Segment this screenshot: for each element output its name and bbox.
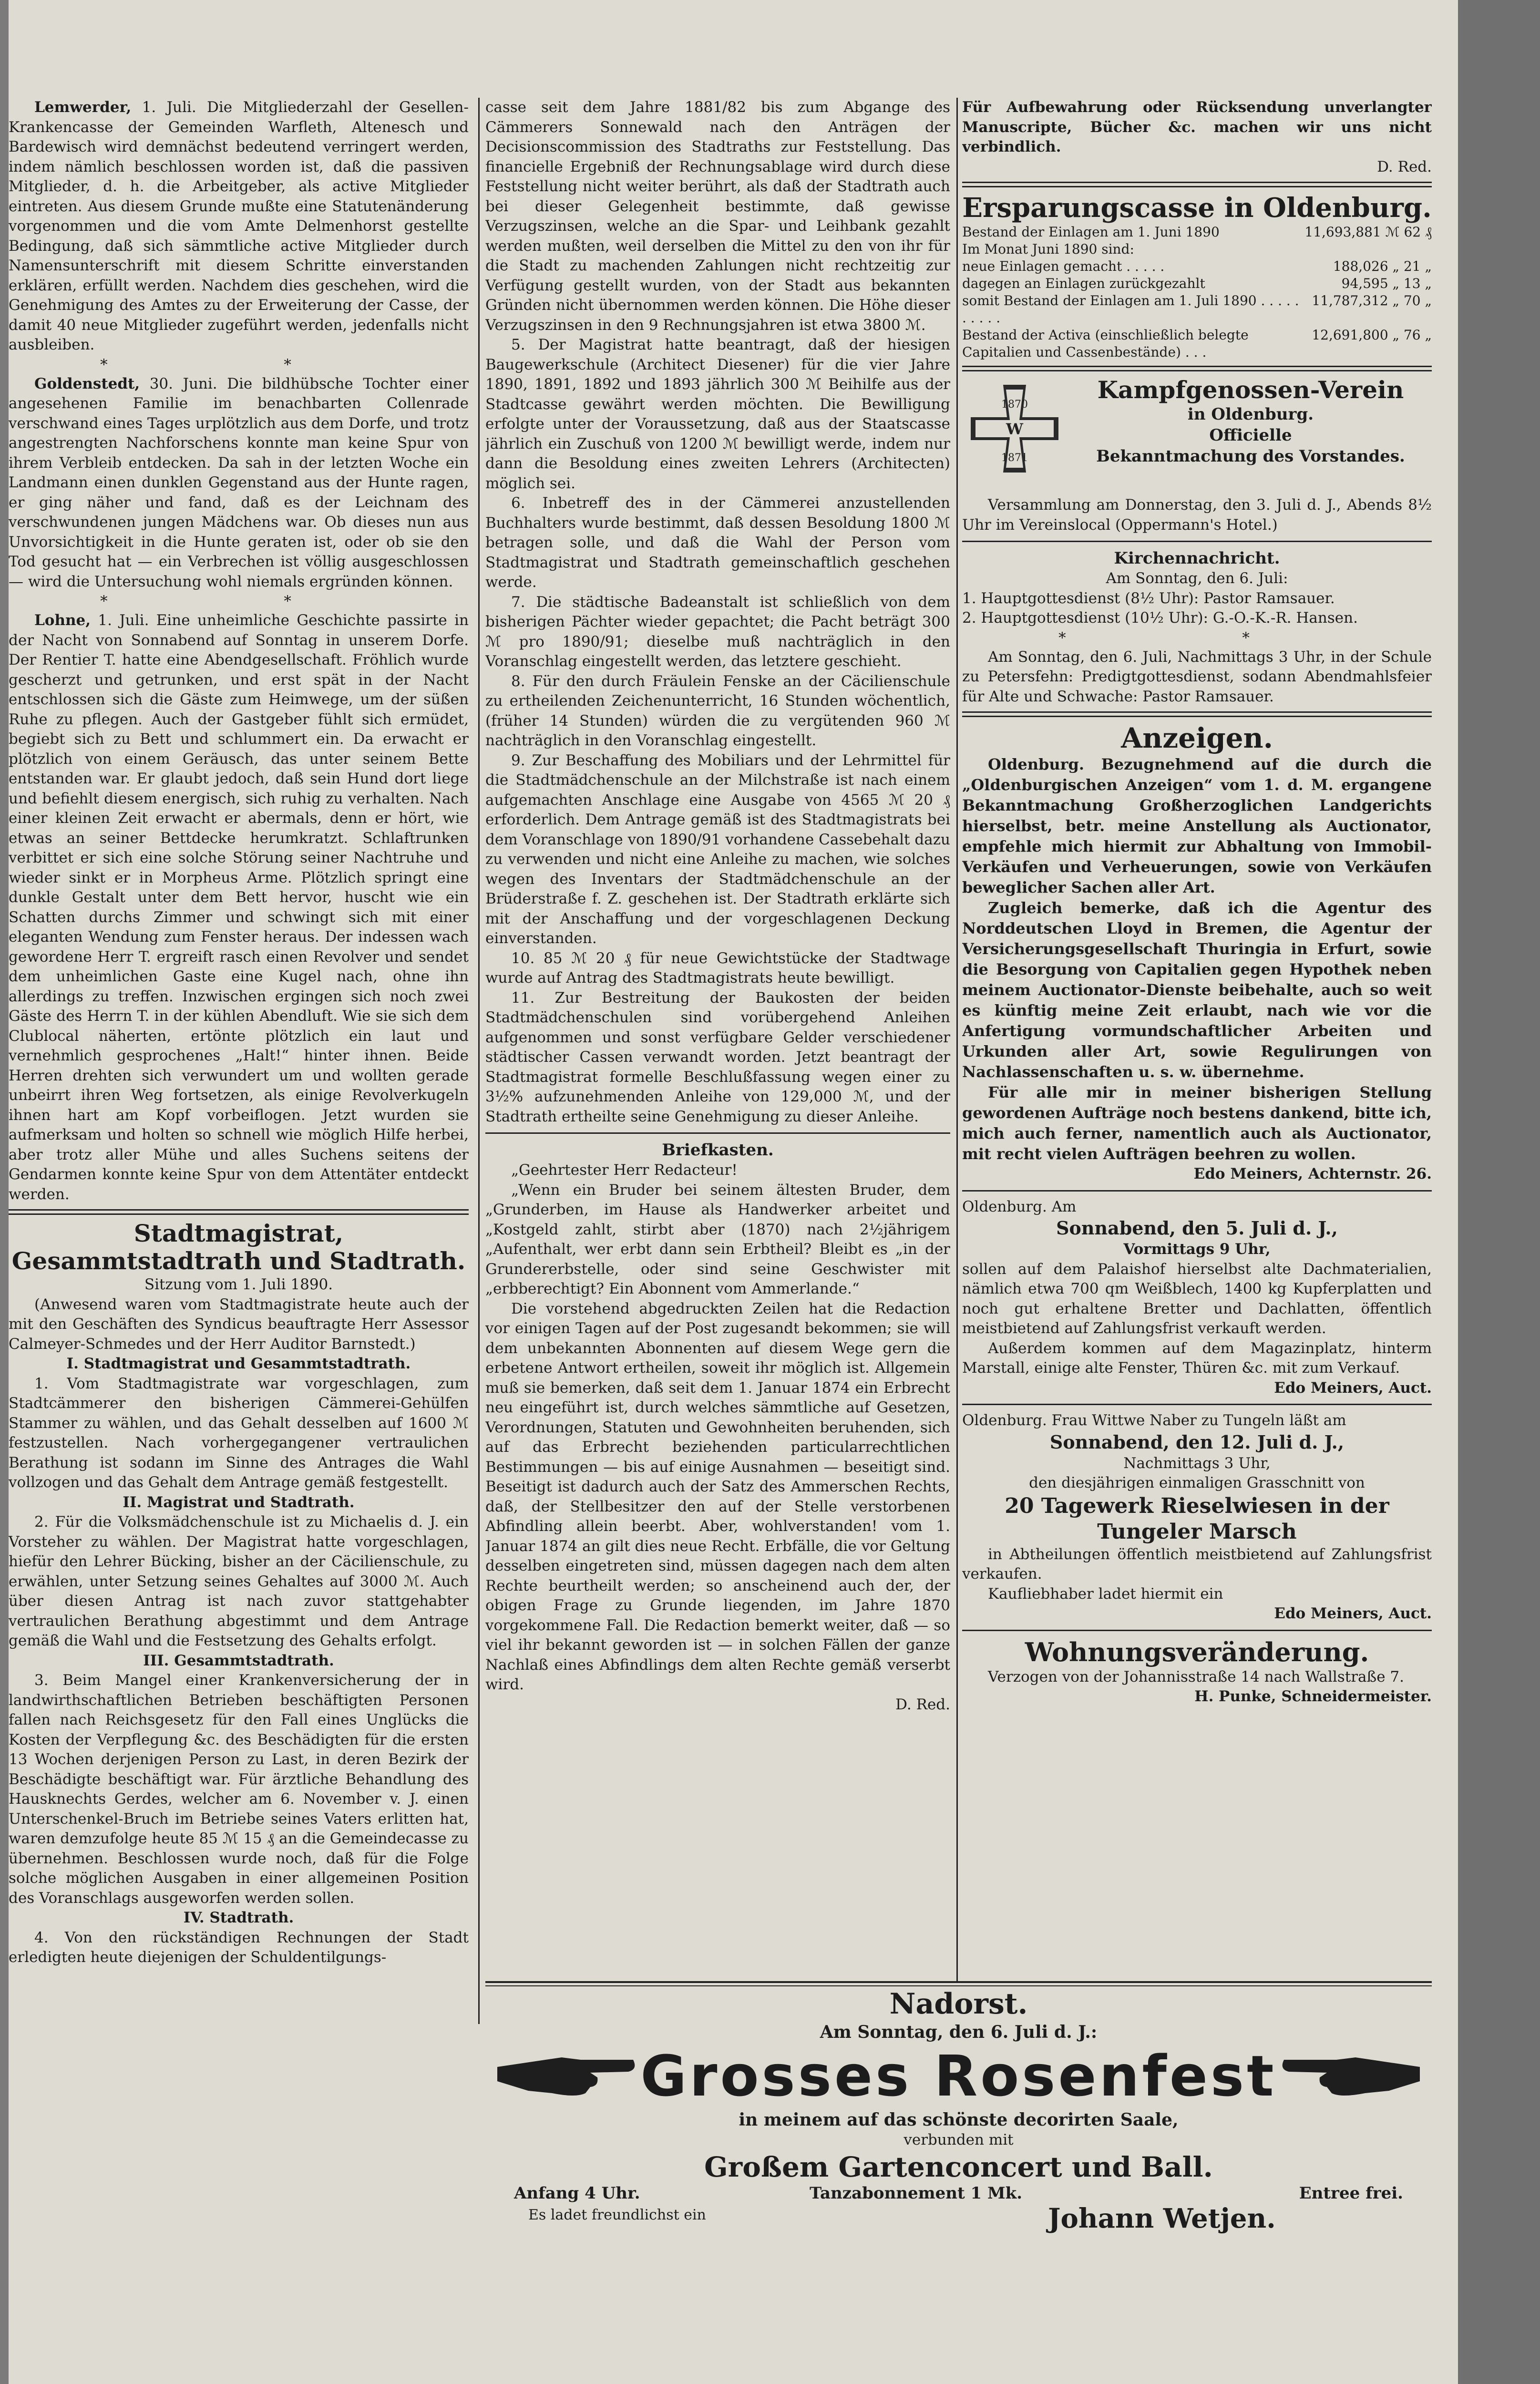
cross-year-bottom: 1871 xyxy=(1001,452,1028,464)
section-rule xyxy=(962,182,1432,187)
ad-signature: Edo Meiners, Achternstr. 26. xyxy=(1193,1165,1432,1182)
pointing-hand-icon xyxy=(1279,2048,1422,2100)
briefkasten-heading: Briefkasten. xyxy=(662,1141,774,1160)
wohnung-heading: Wohnungsveränderung. xyxy=(1025,1636,1369,1667)
paragraph: casse seit dem Jahre 1881/82 bis zum Abgange des Cämmerers Sonnewald nach den Anträgen der Decisionscommission des Stadtraths zur Feststellung. Das financielle Ergebniß der Rechnungsablage wird durch diese Feststellung nicht weiter berührt, als daß der Stadtrath auch bei dieser Gelegenheit bestimmte, daß gewisse Verzugszinsen, welche an die Spar- und Leihbank gezahlt werden mußten, weil derselben die Mittel zu den von ihr für die Stadt zu machenden Zahlungen nicht rechtzeitig zur Verfügung gestellt wurden, von der Stadt aus bekannten Gründen nicht übernommen werden können. Die Höhe dieser Verzugszinsen in den 9 Rechnungsjahren ist etwa 3800 ℳ. xyxy=(485,99,950,334)
anwesend-note: (Anwesend waren vom Stadtmagistrate heute auch der mit den Geschäften des Syndicus beauftragte Herr Assessor Calmeyer-Schmedes und der Herr Auditor Barnstedt.) xyxy=(9,1295,469,1353)
section-heading: IV. Stadtrath. xyxy=(183,1909,294,1926)
place-name: Lemwerder, xyxy=(34,99,132,116)
savings-row xyxy=(962,224,1432,241)
editorial-notice: Für Aufbewahrung oder Rücksendung unverlangter Manuscripte, Bücher &c. machen wir uns nicht verbindlich. xyxy=(962,99,1432,155)
stadt-heading: Stadtmagistrat, Gesammtstadtrath und Stadtrath. xyxy=(11,1219,466,1275)
savings-row xyxy=(962,275,1432,292)
pointing-hand-icon xyxy=(495,2048,638,2100)
sitzung-date: Sitzung vom 1. Juli 1890. xyxy=(144,1276,333,1293)
savings-value: 11,693,881 ℳ 62 ₰ xyxy=(1304,224,1432,240)
article-lemwerder xyxy=(9,98,469,355)
paragraph: 2. Für die Volksmädchenschule ist zu Michaelis d. J. ein Vorsteher zu wählen. Der Magistrat hatte vorgeschlagen, hiefür den Lehrer Bücking, bisher an der Cäcilienschule, zu erwählen, unter Setzung seines Gehaltes auf 3000 ℳ. Auch über diesen Antrag ist nach zuvor stattgehabter vertraulichen Berathung abgestimmt und dem Antrage gemäß die Wahl und die Festsetzung des Gehalts erfolgt. xyxy=(9,1513,469,1649)
host-name: Johann Wetjen. xyxy=(1048,2202,1276,2234)
tanz-price: Tanzabonnement 1 Mk. xyxy=(810,2183,1023,2203)
ad-date: Sonnabend, den 5. Juli d. J., xyxy=(1056,1217,1338,1239)
place-name: Goldenstedt, xyxy=(34,375,140,392)
invitation-text: Es ladet freundlichst ein xyxy=(528,2206,706,2223)
article-goldenstedt xyxy=(9,374,469,592)
page-edge xyxy=(1458,0,1540,2384)
kirchen-item: 1. Hauptgottesdienst (8½ Uhr): Pastor Ramsauer. xyxy=(962,589,1335,607)
savings-label: Bestand der Activa (einschließlich belegte Capitalien und Cassenbestände) . . . xyxy=(962,327,1249,360)
kampf-body: Versammlung am Donnerstag, den 3. Juli d. J., Abends 8½ Uhr im Vereinslocal (Oppermann's Hotel.) xyxy=(962,496,1432,534)
savings-label: Bestand der Einlagen am 1. Juni 1890 xyxy=(962,224,1220,240)
rosenfest-ad xyxy=(485,1981,1432,2262)
kampfgenossen-ad xyxy=(962,376,1432,495)
rosenfest-verb: verbunden mit xyxy=(903,2131,1014,2148)
article-lohne xyxy=(9,611,469,1204)
article-body: 1. Juli. Eine unheimliche Geschichte passirte in der Nacht von Sonnabend auf Sonntag in unserem Dorfe. Der Rentier T. hatte eine Abendgesellschaft. Fröhlich wurde gescherzt und getrunken, und erst spät in der Nacht entschlossen sich die Gäste zum Heimwege, um der süßen Ruhe zu pflegen. Auch der Gastgeber fühlt sich ermüdet, begiebt sich zu Bett und schlummert ein. Da erwacht er plötzlich von einem Geräusch, das unter seinem Bette entstanden war. Er glaubt jedoch, daß sein Hund dort liege und befiehlt diesem energisch, sich ruhig zu verhalten. Nach einer kleinen Zeit erwacht er abermals, denn er hört, wie etwas an seiner Bettdecke herumkratzt. Schlaftrunken verbittet er sich eine solche Störung seiner Nachtruhe und wieder sinkt er in Morpheus Arme. Plötzlich springt eine dunkle Gestalt unter dem Bett hervor, huscht wie ein Schatten durchs Zimmer und schwingt sich mit einer eleganten Wendung zum Fenster heraus. Der indessen wach gewordene Herr T. ergreift rasch einen Revolver und sendet dem unheimlichen Gaste eine Kugel nach, ohne ihn allerdings zu treffen. Inzwischen ergingen sich noch zwei Gäste des Herrn T. in der kühlen Abendluft. Wie sie sich dem Clublocal näherten, ertönte plötzlich ein laut und vernehmlich gesprochenes „Halt!“ hinter ihnen. Beide Herren drehten sich verwundert um und wollten gerade unbeirrt ihren Weg fortsetzen, als einige Revolverkugeln ihnen hart am Kopf vorbeiflogen. Jetzt wurden sie aufmerksam und holten so schnell wie möglich Hilfe herbei, aber trotz aller Mühe und alles Suchens seitens der Gendarmen konnte keine Spur von dem Attentäter entdeckt werden. xyxy=(9,612,469,1203)
kampf-bekanntmachung: Bekanntmachung des Vorstandes. xyxy=(1096,447,1405,466)
kirchen-item: 2. Hauptgottesdienst (10½ Uhr): G.-O.-K.-R. Hansen. xyxy=(962,609,1358,627)
ad-body: Außerdem kommen auf dem Magazinplatz, hinterm Marstall, einige alte Fenster, Thüren &c. mit zum Verkauf. xyxy=(962,1339,1432,1377)
savings-label: neue Einlagen gemacht . . . . . xyxy=(962,258,1165,274)
savings-value xyxy=(1304,241,1432,258)
column-rule xyxy=(956,98,958,1981)
section-rule xyxy=(962,1190,1432,1192)
kirchen-heading: Kirchennachricht. xyxy=(1114,549,1280,568)
savings-table xyxy=(962,224,1432,361)
ad-time: Nachmittags 3 Uhr, xyxy=(1123,1454,1271,1472)
separator-stars: * * xyxy=(1058,629,1335,647)
section-rule xyxy=(485,1132,950,1134)
anzeigen-heading: Anzeigen. xyxy=(1121,722,1273,754)
section-heading: II. Magistrat und Stadtrath. xyxy=(123,1493,355,1511)
savings-row xyxy=(962,258,1432,275)
savings-label: dagegen an Einlagen zurückgezahlt xyxy=(962,276,1205,291)
section-rule xyxy=(962,541,1432,542)
section-rule xyxy=(962,1404,1432,1405)
rosenfest-date: Am Sonntag, den 6. Juli d. J.: xyxy=(820,2022,1098,2042)
ad-time: Vormittags 9 Uhr, xyxy=(1123,1241,1271,1258)
ad-big: Tungeler Marsch xyxy=(1097,1519,1297,1544)
place-name: Lohne, xyxy=(34,612,91,629)
section-rule xyxy=(962,1630,1432,1631)
column-1 xyxy=(9,98,469,1968)
anfang-time: Anfang 4 Uhr. xyxy=(514,2183,640,2203)
paragraph: 3. Beim Mangel einer Krankenversicherung der in landwirthschaftlichen Betrieben beschäftigten Personen fallen nach Reichsgesetz für den Fall eines Unglücks die Kosten der Verpflegung &c. des Beschädigten für die ersten 13 Wochen derjenigen Person zu Last, in deren Bezirk der Beschädigte beschäftigt war. Für ärztliche Behandlung des Hausknechts Gerdes, welcher am 6. November v. J. einen Unterschenkel-Bruch im Betriebe seines Vaters erlitten hat, waren demzufolge heute 85 ℳ 15 ₰ an die Gemeindecasse zu übernehmen. Beschlossen wurde noch, daß für die Folge solche möglichen Ausgaben in einer allgemeinen Position des Voranschlags ausgeworfen werden sollen. xyxy=(9,1672,469,1907)
savings-value: 11,787,312 „ 70 „ xyxy=(1312,293,1432,308)
ad-paragraph: Zugleich bemerke, daß ich die Agentur des Norddeutschen Lloyd in Bremen, die Agentur der Versicherungsgesellschaft Thuringia in Erfurt, sowie die Besorgung von Capitalien gegen Hypothek neben meinem Auctionator-Dienste beibehalte, auch so weit es künftig meine Zeit erlaubt, nach wie vor die Anfertigung vormundschaftlicher Arbeiten und Urkunden aller Art, sowie Regulirungen von Nachlassenschaften u. s. w. übernehme. xyxy=(962,899,1432,1081)
section-rule xyxy=(962,711,1432,717)
ad-head: Oldenburg. Frau Wittwe Naber zu Tungeln läßt am xyxy=(962,1412,1346,1429)
savings-value: 94,595 „ 13 „ xyxy=(1341,276,1432,291)
paragraph: 8. Für den durch Fräulein Fenske an der Cäcilienschule zu ertheilenden Zeichenunterricht, 16 Stunden wöchentlich, (früher 14 Stunden) würden die zu vergütenden 960 ℳ nachträglich in den Voranschlag eingestellt. xyxy=(485,672,950,749)
paragraph: 7. Die städtische Badeanstalt ist schließlich von dem bisherigen Pächter wieder gepachtet; die Pacht beträgt 300 ℳ pro 1890/91; dieselbe muß nachträglich in den Voranschlag eingestellt werden, das letztere geschieht. xyxy=(485,593,950,670)
column-2 xyxy=(485,98,950,1715)
rosenfest-sub: in meinem auf das schönste decorirten Saale, xyxy=(739,2110,1179,2130)
ad-paragraph: Für alle mir in meiner bisherigen Stellung gewordenen Aufträge noch bestens dankend, bitte ich, mich auch ferner, namentlich auch als Auctionator, mit recht vielen Aufträgen beehren zu wollen. xyxy=(962,1083,1432,1163)
letter-salutation: „Geehrtester Herr Redacteur! xyxy=(511,1161,738,1179)
section-heading: I. Stadtmagistrat und Gesammtstadtrath. xyxy=(66,1355,411,1372)
ad-paragraph: Oldenburg. Bezugnehmend auf die durch die „Oldenburgischen Anzeigen“ vom 1. d. M. ergangene Bekanntmachung Großherzoglichen Landgerichts hierselbst, betr. meine Anstellung als Auctionator, empfehle mich hiermit zur Abhaltung von Immobil-Verkäufen und Verheuerungen, sowie von Verkäufen beweglicher Sachen aller Art. xyxy=(962,755,1432,896)
article-body: 30. Juni. Die bildhübsche Tochter einer angesehenen Familie im benachbarten Collenrade verschwand eines Tages urplötzlich aus dem Dorfe, und trotz angestrengten Nachforschens konnte man keine Spur von ihrem Verbleib entdecken. Da sah in der letzten Woche ein Landmann einen dunklen Gegenstand aus der Hunte ragen, er ging näher und fand, daß es der Leichnam des verschwundenen jungen Mädchens war. Ob dieses nun aus Unvorsichtigkeit in die Hunte geraten ist, oder ob sie den Tod gesucht hat — ein Verbrechen ist völlig ausgeschlossen — wird die Untersuchung wohl niemals ergründen können. xyxy=(9,375,469,590)
paragraph: 4. Von den rückständigen Rechnungen der Stadt erledigten heute diejenigen der Schuldentilgungs- xyxy=(9,1929,469,1966)
savings-row xyxy=(962,292,1432,327)
savings-row xyxy=(962,241,1432,258)
rosenfest-place: Nadorst. xyxy=(889,1987,1028,2021)
savings-label: Im Monat Juni 1890 sind: xyxy=(962,241,1134,257)
ad-body: Kaufliebhaber ladet hiermit ein xyxy=(988,1585,1223,1603)
paragraph: 5. Der Magistrat hatte beantragt, daß der hiesigen Baugewerkschule (Architect Diesener) für die vier Jahre 1890, 1891, 1892 und 1893 jährlich 300 ℳ Beihilfe aus der Stadtcasse gewährt werden möchten. Die Bewilligung erfolgte unter der Voraussetzung, daß aus der Staatscasse jährlich ein Zuschuß von 1200 ℳ bewilligt werde, indem nur dann die Besoldung eines zweiten Lehrers (Architecten) möglich sei. xyxy=(485,336,950,492)
column-rule xyxy=(478,98,480,2024)
iron-cross-icon xyxy=(967,381,1062,476)
ad-signature: Edo Meiners, Auct. xyxy=(1274,1605,1432,1622)
paragraph: 6. Inbetreff des in der Cämmerei anzustellenden Buchhalters wurde bestimmt, daß dessen Besoldung 1800 ℳ betragen solle, und daß die Wahl der Person vom Stadtmagistrat und Stadtrath gemeinschaftlich geschehen werde. xyxy=(485,494,950,591)
ad-head: Oldenburg. Am xyxy=(962,1198,1077,1215)
rosenfest-concert: Großem Gartenconcert und Ball. xyxy=(704,2150,1213,2183)
paragraph: 10. 85 ℳ 20 ₰ für neue Gewichtstücke der Stadtwage wurde auf Antrag des Stadtmagistrats heute bewilligt. xyxy=(485,949,950,986)
ad-big: 20 Tagewerk Rieselwiesen in der xyxy=(1005,1493,1389,1518)
section-rule xyxy=(962,366,1432,371)
paragraph: 9. Zur Beschaffung des Mobiliars und der Lehrmittel für die Stadtmädchenschule an der Milchstraße ist nach einem aufgemachten Anschlage eine Ausgabe von 4565 ℳ 20 ₰ erforderlich. Dem Antrage gemäß ist des Stadtmagistrats bei dem Voranschlage von 1890/91 vorhandene Cassebehalt dazu zu verwenden und nicht eine Anleihe zu machen, wie solches wegen des Inventars der Stadtmädchenschule an der Brüderstraße f. Z. geschehen ist. Der Stadtrath erklärte sich mit der Anschaffung und der vorgeschlagenen Deckung einverstanden. xyxy=(485,751,950,947)
column-3 xyxy=(962,98,1432,1707)
section-rule xyxy=(9,1209,469,1215)
savings-value: 188,026 „ 21 „ xyxy=(1333,258,1432,274)
separator-stars: * * xyxy=(100,356,377,373)
ad-body: in Abtheilungen öffentlich meistbietend auf Zahlungsfrist verkaufen. xyxy=(962,1545,1432,1582)
wohnung-signature: H. Punke, Schneidermeister. xyxy=(1194,1688,1432,1705)
savings-label: somit Bestand der Einlagen am 1. Juli 1890 . . . . . . . . . . xyxy=(962,293,1299,326)
letter-reply: Die vorstehend abgedruckten Zeilen hat die Redaction vor einigen Tagen auf der Post zugesandt bekommen; sie will dem unbekannten Abonnenten auf diesem Wege gern die erbetene Antwort ertheilen, soweit ihr möglich ist. Allgemein muß sie bemerken, daß seit dem 1. Januar 1874 ein Erbrecht neu eingeführt ist, durch welches sämmtliche auf Gesetzen, Verordnungen, Statuten und Gewohnheiten beruhenden, sich auf das Erbrecht beziehenden particularrechtlichen Bestimmungen — bis auf einige Ausnahmen — beseitigt sind. Beseitigt ist dadurch auch der Satz des Ammerschen Rechts, daß, der Stellbesitzer den auf der Stelle verstorbenen Abfindling allein beerbt. Aber, wohlverstanden! vom 1. Januar 1874 an gilt dies neue Recht. Erbfälle, die vor Geltung desselben eingetreten sind, müssen dagegen nach dem alten Rechte beurtheilt werden; so anscheinend auch der, der obigen Frage zu Grunde liegenden, im Jahre 1870 vorgekommene Fall. Die Redaction bemerkt weiter, daß — so viel ihr bekannt geworden ist — in solchen Fällen der ganze Nachlaß eines Abfindlings dem alten Rechte gemäß verserbt wird. xyxy=(485,1300,950,1693)
kirchen-item: Am Sonntag, den 6. Juli, Nachmittags 3 Uhr, in der Schule zu Petersfehn: Predigtgottesdienst, sodann Abendmahlsfeier für Alte und Schwache: Pastor Ramsauer. xyxy=(962,648,1432,705)
kampf-official: Officielle xyxy=(1209,426,1292,445)
signature: D. Red. xyxy=(895,1696,950,1713)
savings-row xyxy=(962,327,1432,361)
kampf-title: Kampfgenossen-Verein xyxy=(1097,376,1404,404)
ersparungscasse-heading: Ersparungscasse in Oldenburg. xyxy=(962,192,1432,224)
paragraph: 11. Zur Bestreitung der Baukosten der beiden Stadtmädchenschulen sind vorübergehend Anleihen aufgenommen und sonst verfügbare Gelder verschiedener städtischer Cassen verwandt worden. Jetzt beantragt der Stadtmagistrat formelle Beschlußfassung wegen einer zu 3½% aufzunehmenden Anleihe von 129,000 ℳ, und der Stadtrath ertheilte seine Genehmigung zu dieser Anleihe. xyxy=(485,989,950,1125)
wohnung-body: Verzogen von der Johannisstraße 14 nach Wallstraße 7. xyxy=(988,1668,1404,1685)
ad-date: Sonnabend, den 12. Juli d. J., xyxy=(1049,1431,1345,1453)
newspaper-page xyxy=(9,0,1458,2384)
paragraph: 1. Vom Stadtmagistrate war vorgeschlagen, zum Stadtcämmerer den bisherigen Cämmerei-Gehülfen Stammer zu wählen, und das Gehalt desselben auf 1600 ℳ festzustellen. Nach vorhergegangener vertraulichen Berathung ist sodann im Sinne des Antrages die Wahl vollzogen und das Gehalt dem Antrage gemäß festgestellt. xyxy=(9,1375,469,1491)
rosenfest-title: Grosses Rosenfest xyxy=(640,2043,1277,2109)
article-body: 1. Juli. Die Mitgliederzahl der Gesellen-Krankencasse der Gemeinden Warfleth, Altenesch und Bardewisch wird demnächst bedeutend verringert werden, indem nämlich beschlossen worden ist, daß die passiven Mitglieder, d. h. die Arbeitgeber, als active Mitglieder eintreten. Aus diesem Grunde mußte eine Statutenänderung vorgenommen und die vom Amte Delmenhorst gestellte Bedingung, daß sich sämmtliche active Mitglieder durch Namensunterschrift mit diesem Schritte einverstanden erklären, erfüllt werden. Nachdem dies geschehen, wird die Genehmigung des Amtes zu der Erweiterung der Casse, der damit 40 neue Mitglieder zugeführt werden, jedenfalls nicht ausbleiben. xyxy=(9,99,469,353)
ad-mid: den diesjährigen einmaligen Grasschnitt von xyxy=(1029,1474,1365,1491)
kirchen-date: Am Sonntag, den 6. Juli: xyxy=(1106,570,1288,587)
section-rule xyxy=(485,1981,1432,1986)
signature: D. Red. xyxy=(1377,158,1432,175)
svg-text:W: W xyxy=(1006,420,1023,438)
section-heading: III. Gesammtstadtrath. xyxy=(143,1652,334,1669)
kampf-sub: in Oldenburg. xyxy=(1187,405,1314,424)
letter-body: „Wenn ein Bruder bei seinem ältesten Bruder, dem „Grunderben, im Hause als Handwerker arbeitet und „Kostgeld zahlt, stirbt aber (1870) nach 2½jährigem „Aufenthalt, wer erbt dann sein Erbtheil? Bleibt es „in der Grundererbstelle, oder sind seine Geschwister mit „erbberechtigt? Ein Abonnent vom Ammerlande.“ xyxy=(485,1181,950,1297)
ad-body: sollen auf dem Palaishof hierselbst alte Dachmaterialien, nämlich etwa 700 qm Weißblech, 1400 kg Kupferplatten und noch gut erhaltene Bretter und Dachlatten, öffentlich meistbietend auf Zahlungsfrist verkauft werden. xyxy=(962,1260,1432,1337)
ad-signature: Edo Meiners, Auct. xyxy=(1274,1379,1432,1397)
entree-price: Entree frei. xyxy=(1299,2183,1403,2203)
savings-value: 12,691,800 „ 76 „ xyxy=(1312,327,1432,343)
cross-year-top: 1870 xyxy=(1001,399,1028,411)
separator-stars: * * xyxy=(100,593,377,610)
